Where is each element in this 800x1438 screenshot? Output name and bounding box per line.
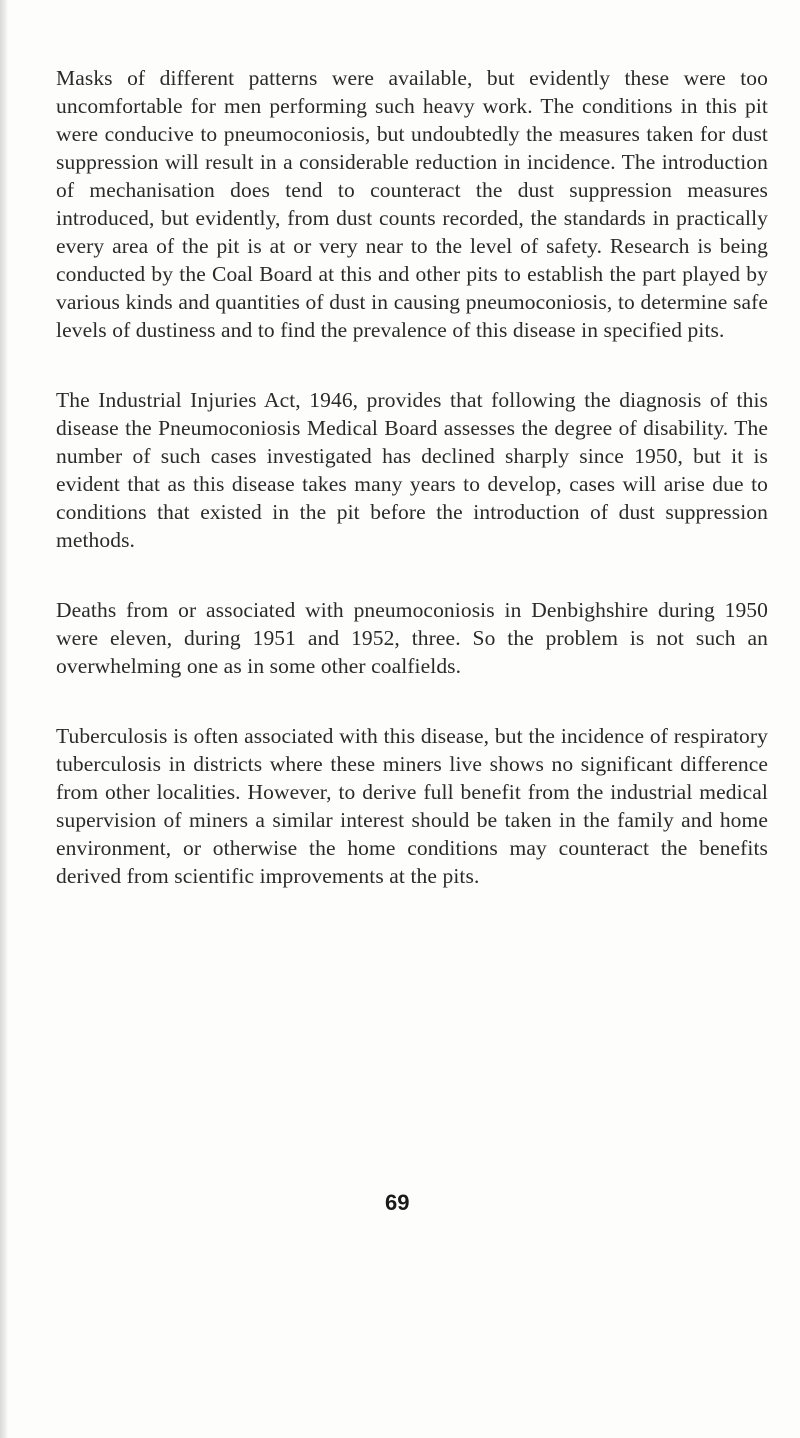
page-binding-edge [0,0,8,1438]
page-number: 69 [385,1190,410,1215]
body-text [56,64,768,932]
paragraph-deaths-denbighshire: Deaths from or associated with pneumoconiosis in Denbighshire during 1950 were eleven, during 1951 and 1952, three. So the problem is not such an overwhelming one as in some other coalfields. [56,598,768,678]
paragraph-tuberculosis: Tuberculosis is often associated with this disease, but the incidence of respiratory tuberculosis in districts where these miners live shows no significant difference from other localities. However, to derive full benefit from the industrial medical supervision of miners a similar interest should be taken in the family and home environment, or otherwise the home conditions may counteract the benefits derived from scientific improvements at the pits. [56,724,768,888]
paragraph-masks-dust-suppression: Masks of different patterns were available, but evidently these were too uncomfortable for men performing such heavy work. The conditions in this pit were conducive to pneumoconiosis, but undoubtedly the measures taken for dust suppression will result in a considerable reduction in incidence. The introduction of mechanisation does tend to counteract the dust suppression measures introduced, but evidently, from dust counts recorded, the standards in practically every area of the pit is at or very near to the level of safety. Research is being conducted by the Coal Board at this and other pits to establish the part played by various kinds and quantities of dust in causing pneumoconiosis, to determine safe levels of dustiness and to find the prevalence of this disease in specified pits. [56,66,768,342]
paragraph-industrial-injuries-act: The Industrial Injuries Act, 1946, provides that following the diagnosis of this disease the Pneumoconiosis Medical Board assesses the degree of disability. The number of such cases investigated has declined sharply since 1950, but it is evident that as this disease takes many years to develop, cases will arise due to conditions that existed in the pit before the introduction of dust suppression methods. [56,388,768,552]
